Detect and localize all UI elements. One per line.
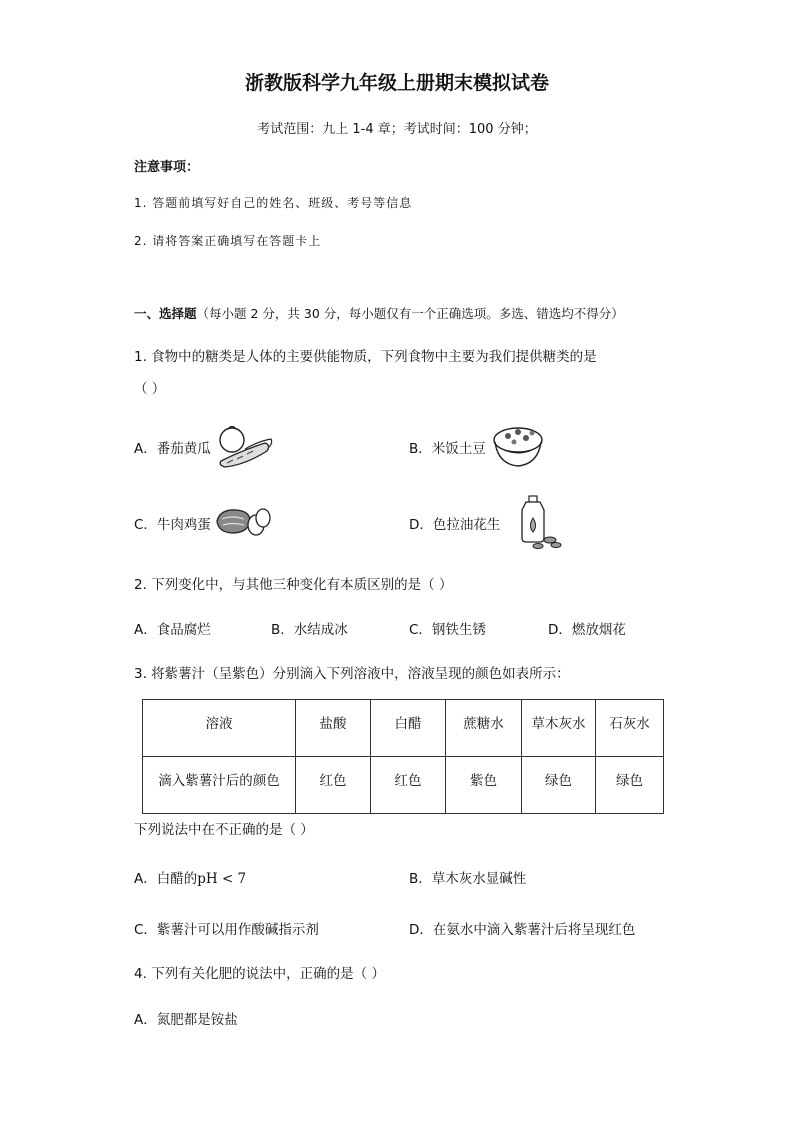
notice-item: 2. 请将答案正确填写在答题卡上 xyxy=(134,234,322,248)
q1-option-b: B．米饭土豆 xyxy=(409,441,486,457)
question-3-prompt: 下列说法中在不正确的是（ ） xyxy=(134,822,314,838)
table-cell: 紫色 xyxy=(446,757,522,814)
table-row xyxy=(143,757,664,814)
q3-option-b: B．草木灰水显碱性 xyxy=(409,871,527,887)
section-note: （每小题 2 分，共 30 分，每小题仅有一个正确选项。多选、错选均不得分） xyxy=(196,306,624,321)
q1-option-d: D．色拉油花生 xyxy=(409,517,501,533)
question-1-stem: 1. 食物中的糖类是人体的主要供能物质，下列食物中主要为我们提供糖类的是 xyxy=(134,349,597,365)
q1-option-a: A．番茄黄瓜 xyxy=(134,441,211,457)
q4-option-a: A．氮肥都是铵盐 xyxy=(134,1012,238,1028)
exam-scope: 考试范围：九上 1-4 章；考试时间：100 分钟； xyxy=(257,122,537,137)
table-cell: 绿色 xyxy=(596,757,664,814)
table-cell: 红色 xyxy=(371,757,446,814)
q2-option-d: D．燃放烟花 xyxy=(548,622,626,638)
table-cell: 蔗糖水 xyxy=(446,700,522,757)
notice-heading: 注意事项： xyxy=(134,160,200,175)
oil-bottle-peanut-icon xyxy=(516,494,562,550)
table-cell: 红色 xyxy=(296,757,371,814)
table-cell: 白醋 xyxy=(371,700,446,757)
question-4-stem: 4. 下列有关化肥的说法中，正确的是（ ） xyxy=(134,966,385,982)
question-2-stem: 2. 下列变化中，与其他三种变化有本质区别的是（ ） xyxy=(134,577,453,593)
table-cell: 石灰水 xyxy=(596,700,664,757)
q2-option-a: A．食品腐烂 xyxy=(134,622,211,638)
table-cell: 盐酸 xyxy=(296,700,371,757)
tomato-cucumber-icon xyxy=(215,423,275,471)
ph-formula: pH < 7 xyxy=(197,871,247,887)
indicator-table xyxy=(142,699,664,814)
q1-option-c: C．牛肉鸡蛋 xyxy=(134,517,211,533)
table-cell: 溶液 xyxy=(143,700,296,757)
q3-option-c: C．紫薯汁可以用作酸碱指示剂 xyxy=(134,922,319,938)
question-3-stem: 3. 将紫薯汁（呈紫色）分别滴入下列溶液中，溶液呈现的颜色如表所示： xyxy=(134,666,570,682)
exam-title: 浙教版科学九年级上册期末模拟试卷 xyxy=(244,72,549,94)
section-label: 一、选择题 xyxy=(134,306,197,321)
table-cell: 绿色 xyxy=(522,757,596,814)
table-cell: 草木灰水 xyxy=(522,700,596,757)
beef-egg-icon xyxy=(214,503,272,539)
q3-option-a-label: A．白醋的 xyxy=(134,871,198,887)
q2-option-b: B．水结成冰 xyxy=(271,622,348,638)
table-cell: 滴入紫薯汁后的颜色 xyxy=(143,757,296,814)
rice-potato-bowl-icon xyxy=(490,420,546,470)
table-row xyxy=(143,700,664,757)
q2-option-c: C．钢铁生锈 xyxy=(409,622,486,638)
q3-option-d: D．在氨水中滴入紫薯汁后将呈现红色 xyxy=(409,922,636,938)
q3-option-a xyxy=(134,867,246,887)
question-1-paren: （ ） xyxy=(134,381,166,397)
section-heading xyxy=(134,304,624,322)
notice-item: 1. 答题前填写好自己的姓名、班级、考号等信息 xyxy=(134,196,413,210)
